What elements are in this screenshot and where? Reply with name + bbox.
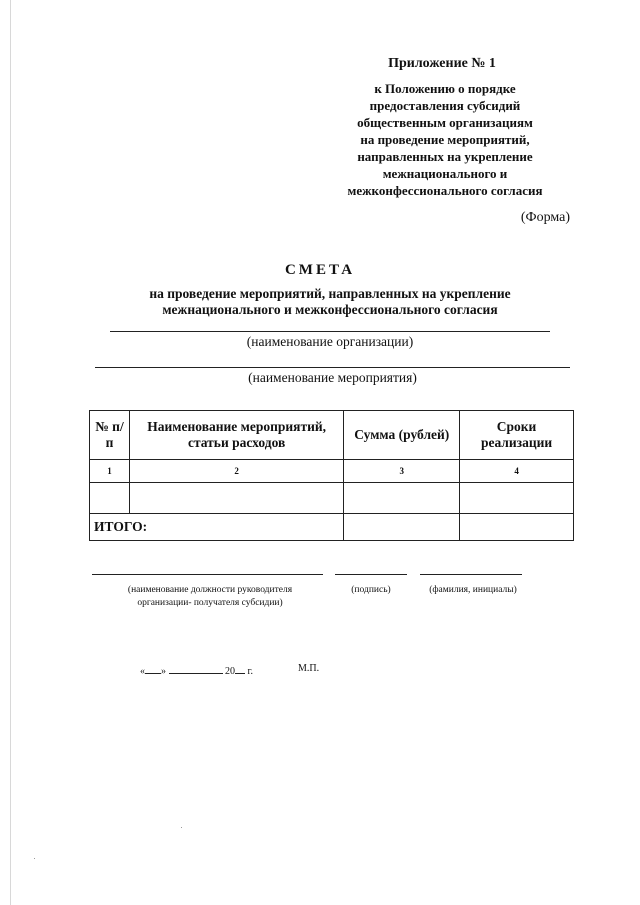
event-fill-line (95, 367, 570, 368)
appendix-line: направленных на укрепление (357, 149, 533, 164)
table-cell (460, 483, 574, 514)
total-terms-cell (460, 514, 574, 541)
signature-caption: (подпись) (351, 585, 391, 595)
table-cell (129, 483, 343, 514)
scan-speck (181, 827, 182, 828)
appendix-description (320, 80, 570, 199)
year-suffix: г. (247, 666, 253, 677)
estimate-table (89, 410, 574, 541)
signature-line (335, 574, 407, 575)
subtitle-line: межнационального и межконфессионального согласия (162, 302, 498, 317)
header-terms: Сроки реализации (460, 411, 574, 460)
event-caption: (наименование мероприятия) (248, 370, 417, 385)
date-field (140, 663, 253, 677)
total-label: ИТОГО: (90, 514, 344, 541)
scan-edge-line (10, 0, 11, 905)
column-number-row (90, 460, 574, 483)
table-row (90, 483, 574, 514)
column-number: 2 (129, 460, 343, 483)
table-cell (90, 483, 130, 514)
subtitle-line: на проведение мероприятий, направленных на укрепление (149, 286, 511, 301)
position-signature-line (92, 574, 323, 575)
header-sum: Сумма (рублей) (344, 411, 460, 460)
date-close-quote: » (161, 666, 166, 677)
document-title: СМЕТА (284, 262, 356, 278)
month-blank (169, 663, 223, 674)
name-caption: (фамилия, инициалы) (429, 585, 517, 595)
header-number: № п/п (90, 411, 130, 460)
position-caption: (наименование должности руководителя организации- получателя субсидии) (127, 585, 293, 608)
column-number: 4 (460, 460, 574, 483)
appendix-line: на проведение мероприятий, (360, 132, 530, 147)
scan-speck (34, 858, 35, 859)
appendix-line: общественным организациям (357, 115, 533, 130)
appendix-line: межнационального и (382, 166, 508, 181)
organization-fill-line (110, 331, 550, 332)
appendix-line: межконфессионального согласия (347, 183, 543, 198)
form-mark: (Форма) (520, 210, 570, 225)
date-open-quote: « (140, 666, 145, 677)
total-row (90, 514, 574, 541)
year-prefix: 20 (225, 666, 235, 677)
day-blank (145, 663, 161, 674)
appendix-title: Приложение № 1 (388, 56, 496, 71)
column-number: 3 (344, 460, 460, 483)
year-blank (235, 663, 245, 674)
appendix-line: предоставления субсидий (369, 98, 521, 113)
organization-caption: (наименование организации) (246, 334, 414, 349)
column-number: 1 (90, 460, 130, 483)
document-subtitle (110, 286, 550, 318)
table-header-row (90, 411, 574, 460)
total-sum-cell (344, 514, 460, 541)
table-cell (344, 483, 460, 514)
header-items: Наименование мероприятий, статьи расходов (129, 411, 343, 460)
appendix-line: к Положению о порядке (374, 81, 516, 96)
stamp-placeholder: М.П. (298, 663, 320, 674)
name-signature-line (420, 574, 522, 575)
